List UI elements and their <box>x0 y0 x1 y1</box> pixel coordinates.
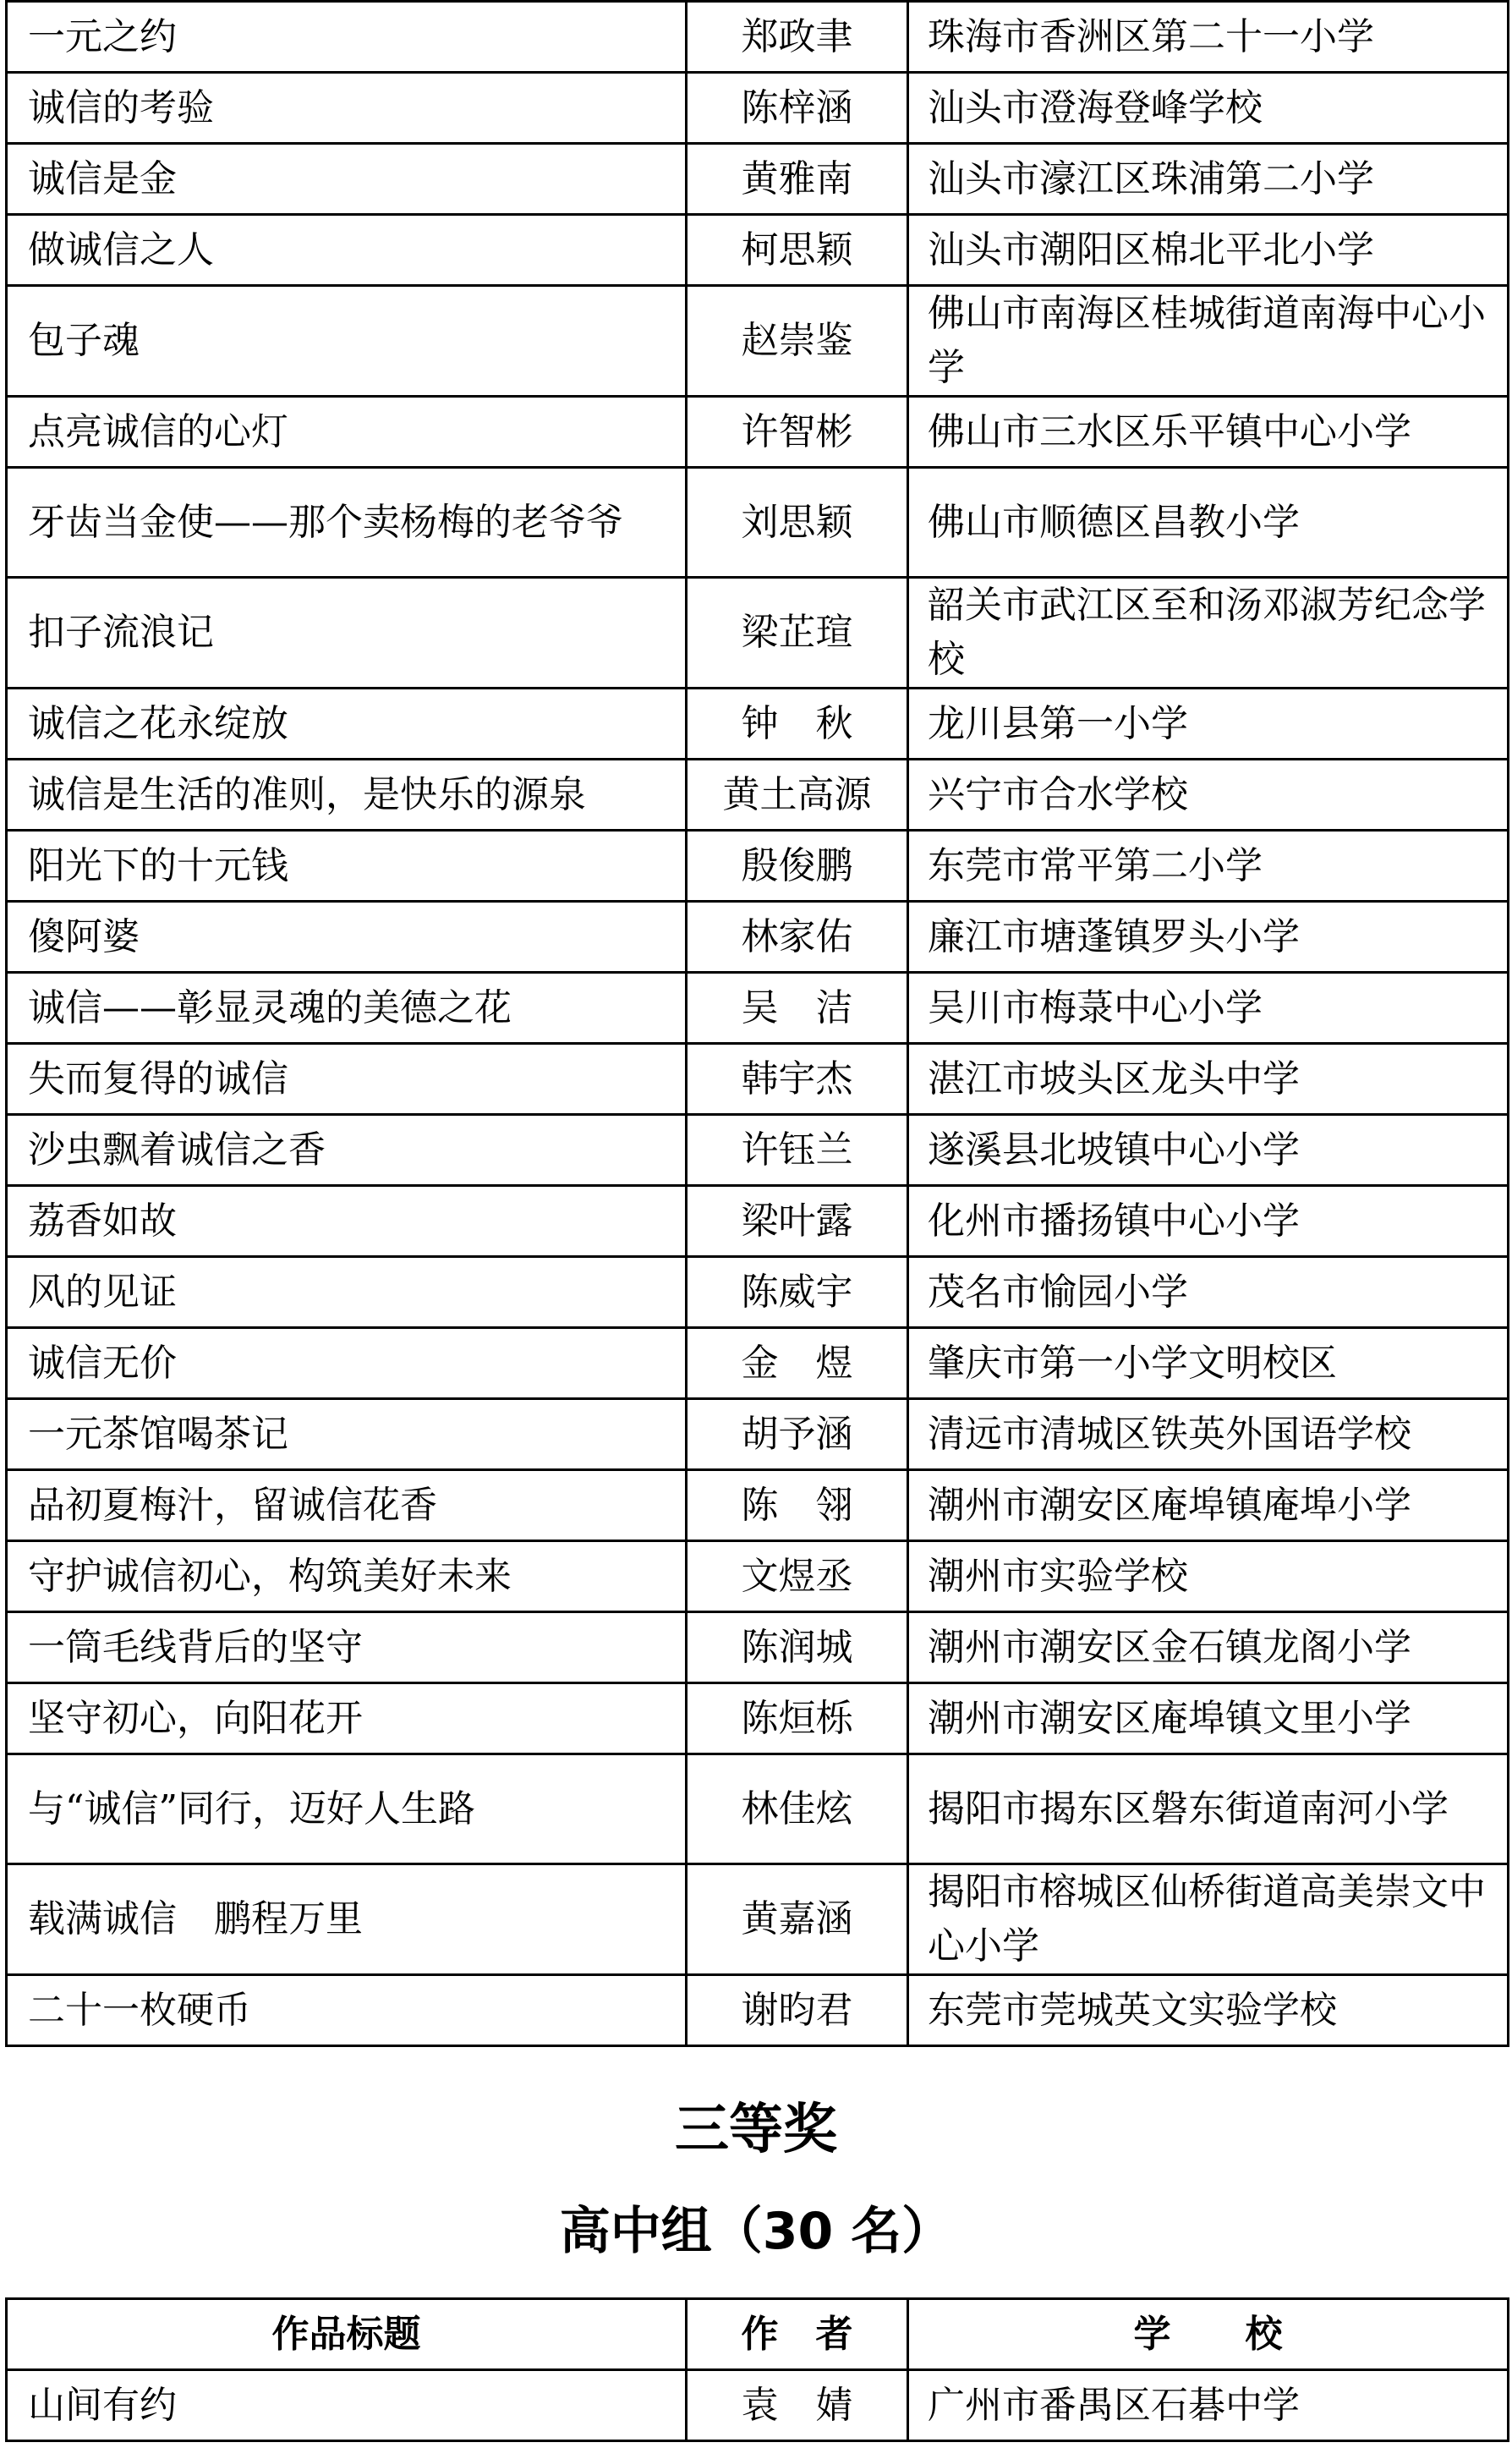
table-row <box>7 2370 1509 2441</box>
work-title: 一元之约 <box>7 2 687 73</box>
school-name: 东莞市常平第二小学 <box>908 831 1509 902</box>
work-title: 坚守初心，向阳花开 <box>7 1683 687 1754</box>
school-name: 龙川县第一小学 <box>908 689 1509 760</box>
work-title: 失而复得的诚信 <box>7 1044 687 1115</box>
author-name: 林家佑 <box>687 902 908 973</box>
work-title: 阳光下的十元钱 <box>7 831 687 902</box>
author-name: 韩宇杰 <box>687 1044 908 1115</box>
school-name: 韶关市武江区至和汤邓淑芳纪念学校 <box>908 578 1509 689</box>
work-title: 诚信——彰显灵魂的美德之花 <box>7 973 687 1044</box>
work-title: 点亮诚信的心灯 <box>7 397 687 468</box>
table-row <box>7 760 1509 831</box>
school-name: 化州市播扬镇中心小学 <box>908 1186 1509 1257</box>
column-header-title: 作品标题 <box>7 2299 687 2370</box>
table-row <box>7 1186 1509 1257</box>
school-name: 佛山市南海区桂城街道南海中心小学 <box>908 286 1509 397</box>
school-name: 清远市清城区铁英外国语学校 <box>908 1399 1509 1470</box>
author-name: 袁 婧 <box>687 2370 908 2441</box>
school-name: 兴宁市合水学校 <box>908 760 1509 831</box>
author-name: 柯思颖 <box>687 215 908 286</box>
school-name: 汕头市澄海登峰学校 <box>908 73 1509 144</box>
school-name: 潮州市潮安区金石镇龙阁小学 <box>908 1612 1509 1683</box>
author-name: 陈梓涵 <box>687 73 908 144</box>
author-name: 黄嘉涵 <box>687 1864 908 1975</box>
work-title: 做诚信之人 <box>7 215 687 286</box>
table-row <box>7 1115 1509 1186</box>
column-header-author: 作 者 <box>687 2299 908 2370</box>
work-title: 诚信的考验 <box>7 73 687 144</box>
author-name: 陈威宇 <box>687 1257 908 1328</box>
work-title: 一筒毛线背后的坚守 <box>7 1612 687 1683</box>
table-row <box>7 1399 1509 1470</box>
table-row <box>7 1328 1509 1399</box>
work-title: 沙虫飘着诚信之香 <box>7 1115 687 1186</box>
school-name: 潮州市潮安区庵埠镇文里小学 <box>908 1683 1509 1754</box>
author-name: 黄土高源 <box>687 760 908 831</box>
author-name: 吴 洁 <box>687 973 908 1044</box>
work-title: 守护诚信初心，构筑美好未来 <box>7 1541 687 1612</box>
school-name: 湛江市坡头区龙头中学 <box>908 1044 1509 1115</box>
author-name: 梁芷瑄 <box>687 578 908 689</box>
school-name: 广州市番禺区石碁中学 <box>908 2370 1509 2441</box>
table-row <box>7 397 1509 468</box>
school-name: 佛山市顺德区昌教小学 <box>908 468 1509 578</box>
work-title: 山间有约 <box>7 2370 687 2441</box>
school-name: 茂名市愉园小学 <box>908 1257 1509 1328</box>
school-name: 吴川市梅菉中心小学 <box>908 973 1509 1044</box>
table-row <box>7 286 1509 397</box>
author-name: 陈润城 <box>687 1612 908 1683</box>
author-name: 谢昀君 <box>687 1975 908 2046</box>
school-name: 潮州市潮安区庵埠镇庵埠小学 <box>908 1470 1509 1541</box>
column-header-school: 学 校 <box>908 2299 1509 2370</box>
work-title: 二十一枚硬币 <box>7 1975 687 2046</box>
school-name: 汕头市潮阳区棉北平北小学 <box>908 215 1509 286</box>
work-title: 诚信无价 <box>7 1328 687 1399</box>
author-name: 刘思颖 <box>687 468 908 578</box>
school-name: 肇庆市第一小学文明校区 <box>908 1328 1509 1399</box>
author-name: 赵崇鉴 <box>687 286 908 397</box>
school-name: 潮州市实验学校 <box>908 1541 1509 1612</box>
table-row <box>7 1257 1509 1328</box>
work-title: 荔香如故 <box>7 1186 687 1257</box>
school-name: 东莞市莞城英文实验学校 <box>908 1975 1509 2046</box>
award-table-primary <box>5 0 1509 2047</box>
table-row <box>7 1754 1509 1864</box>
school-name: 佛山市三水区乐平镇中心小学 <box>908 397 1509 468</box>
author-name: 钟 秋 <box>687 689 908 760</box>
author-name: 陈 翎 <box>687 1470 908 1541</box>
author-name: 许钰兰 <box>687 1115 908 1186</box>
author-name: 许智彬 <box>687 397 908 468</box>
author-name: 胡予涵 <box>687 1399 908 1470</box>
work-title: 包子魂 <box>7 286 687 397</box>
author-name: 黄雅南 <box>687 144 908 215</box>
table-row <box>7 1975 1509 2046</box>
author-name: 殷俊鹏 <box>687 831 908 902</box>
author-name: 郑政聿 <box>687 2 908 73</box>
school-name: 遂溪县北坡镇中心小学 <box>908 1115 1509 1186</box>
table-row <box>7 1470 1509 1541</box>
table-row <box>7 2 1509 73</box>
table-row <box>7 1541 1509 1612</box>
work-title: 风的见证 <box>7 1257 687 1328</box>
award-table-highschool <box>5 2297 1509 2442</box>
prize-heading: 三等奖 <box>675 2099 837 2161</box>
school-name: 珠海市香洲区第二十一小学 <box>908 2 1509 73</box>
work-title: 品初夏梅汁，留诚信花香 <box>7 1470 687 1541</box>
school-name: 揭阳市榕城区仙桥街道高美崇文中心小学 <box>908 1864 1509 1975</box>
work-title: 载满诚信 鹏程万里 <box>7 1864 687 1975</box>
table-row <box>7 578 1509 689</box>
table-row <box>7 1612 1509 1683</box>
table-row <box>7 73 1509 144</box>
author-name: 文煜丞 <box>687 1541 908 1612</box>
table-row <box>7 144 1509 215</box>
author-name: 金 煜 <box>687 1328 908 1399</box>
table-row <box>7 1864 1509 1975</box>
work-title: 与“诚信”同行，迈好人生路 <box>7 1754 687 1864</box>
table-row <box>7 902 1509 973</box>
author-name: 梁叶露 <box>687 1186 908 1257</box>
group-heading: 高中组（30 名） <box>559 2202 953 2261</box>
table-row <box>7 689 1509 760</box>
work-title: 诚信之花永绽放 <box>7 689 687 760</box>
table-row <box>7 831 1509 902</box>
table-row <box>7 973 1509 1044</box>
work-title: 一元茶馆喝茶记 <box>7 1399 687 1470</box>
author-name: 陈烜栎 <box>687 1683 908 1754</box>
table-header-row <box>7 2299 1509 2370</box>
author-name: 林佳炫 <box>687 1754 908 1864</box>
table-row <box>7 1683 1509 1754</box>
table-row <box>7 1044 1509 1115</box>
work-title: 扣子流浪记 <box>7 578 687 689</box>
school-name: 廉江市塘蓬镇罗头小学 <box>908 902 1509 973</box>
work-title: 牙齿当金使——那个卖杨梅的老爷爷 <box>7 468 687 578</box>
school-name: 汕头市濠江区珠浦第二小学 <box>908 144 1509 215</box>
work-title: 诚信是金 <box>7 144 687 215</box>
table-row <box>7 215 1509 286</box>
school-name: 揭阳市揭东区磐东街道南河小学 <box>908 1754 1509 1864</box>
work-title: 傻阿婆 <box>7 902 687 973</box>
table-row <box>7 468 1509 578</box>
work-title: 诚信是生活的准则，是快乐的源泉 <box>7 760 687 831</box>
